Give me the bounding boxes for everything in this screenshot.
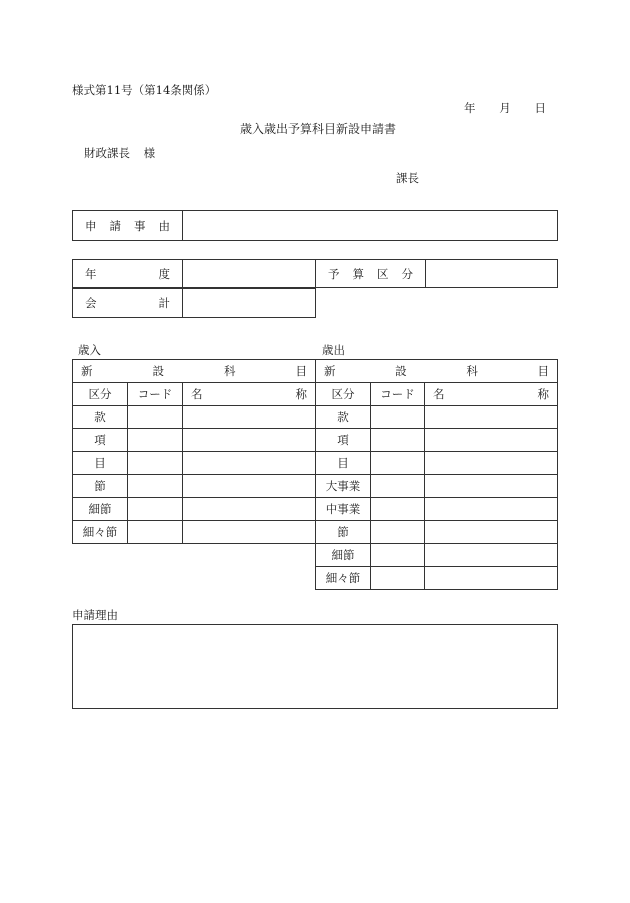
table-row: [73, 521, 316, 544]
table-row: [73, 498, 316, 521]
expenditure-name-cell[interactable]: [425, 521, 558, 544]
expenditure-row-label: 細節: [316, 544, 371, 567]
applicant-title: 課長: [396, 171, 419, 185]
budget-category-value-field[interactable]: [426, 260, 558, 288]
table-row: [73, 406, 316, 429]
expenditure-row-label: 節: [316, 521, 371, 544]
table-row: [316, 544, 558, 567]
table-row: [316, 498, 558, 521]
expenditure-row-label: 大事業: [316, 475, 371, 498]
date-year-label: 年: [464, 101, 476, 115]
expenditure-table: [315, 359, 558, 590]
table-row: [316, 406, 558, 429]
expenditure-name-cell[interactable]: [425, 429, 558, 452]
document-title: 歳入歳出予算科目新設申請書: [240, 122, 397, 136]
table-row: [316, 452, 558, 475]
expenditure-row-label: 款: [316, 406, 371, 429]
budget-category-label: 予 算 区 分: [316, 260, 426, 288]
revenue-row-label: 節: [73, 475, 128, 498]
expenditure-code-cell[interactable]: [371, 475, 425, 498]
revenue-col-code: コード: [128, 383, 183, 406]
expenditure-heading: 歳出: [322, 343, 345, 357]
expenditure-code-cell[interactable]: [371, 452, 425, 475]
date-line: [464, 100, 546, 116]
application-reason-field[interactable]: [72, 624, 558, 709]
expenditure-row-label: 目: [316, 452, 371, 475]
expenditure-code-cell[interactable]: [371, 406, 425, 429]
expenditure-row-label: 項: [316, 429, 371, 452]
expenditure-row-label: 細々節: [316, 567, 371, 590]
table-row: [316, 429, 558, 452]
date-day-label: 日: [534, 101, 546, 115]
expenditure-col-code: コード: [371, 383, 425, 406]
revenue-name-cell[interactable]: [183, 429, 316, 452]
expenditure-row-label: 中事業: [316, 498, 371, 521]
year-label: 年 度: [73, 260, 183, 288]
revenue-row-label: 目: [73, 452, 128, 475]
table-row: [73, 475, 316, 498]
addressee: [84, 145, 155, 161]
expenditure-col-category: 区分: [316, 383, 371, 406]
account-table: [72, 288, 316, 318]
revenue-row-label: 細々節: [73, 521, 128, 544]
revenue-name-cell[interactable]: [183, 475, 316, 498]
revenue-heading: 歳入: [78, 343, 101, 357]
expenditure-name-cell[interactable]: [425, 406, 558, 429]
revenue-code-cell[interactable]: [128, 498, 183, 521]
table-row: [316, 567, 558, 590]
revenue-name-cell[interactable]: [183, 498, 316, 521]
revenue-group-header: 新 設 科 目: [73, 360, 316, 383]
revenue-col-name: 名 称: [183, 383, 316, 406]
date-month-label: 月: [499, 101, 511, 115]
revenue-name-cell[interactable]: [183, 452, 316, 475]
reason-table: [72, 210, 558, 241]
revenue-name-cell[interactable]: [183, 521, 316, 544]
expenditure-code-cell[interactable]: [371, 498, 425, 521]
revenue-code-cell[interactable]: [128, 429, 183, 452]
table-row: [73, 452, 316, 475]
application-reason-label: 申請理由: [72, 608, 118, 622]
revenue-row-label: 細節: [73, 498, 128, 521]
addressee-label: 財政課長: [84, 146, 130, 160]
year-value-field[interactable]: [183, 260, 316, 288]
expenditure-name-cell[interactable]: [425, 567, 558, 590]
expenditure-name-cell[interactable]: [425, 452, 558, 475]
expenditure-code-cell[interactable]: [371, 429, 425, 452]
revenue-code-cell[interactable]: [128, 521, 183, 544]
expenditure-code-cell[interactable]: [371, 567, 425, 590]
revenue-table: [72, 359, 316, 544]
revenue-col-category: 区分: [73, 383, 128, 406]
expenditure-col-name: 名 称: [425, 383, 558, 406]
account-value-field[interactable]: [183, 289, 316, 318]
revenue-code-cell[interactable]: [128, 452, 183, 475]
expenditure-name-cell[interactable]: [425, 498, 558, 521]
expenditure-code-cell[interactable]: [371, 521, 425, 544]
reason-label: 申 請 事 由: [73, 211, 183, 241]
revenue-name-cell[interactable]: [183, 406, 316, 429]
table-row: [73, 429, 316, 452]
reason-value-field[interactable]: [183, 211, 558, 241]
addressee-honorific: 様: [143, 146, 156, 160]
revenue-code-cell[interactable]: [128, 475, 183, 498]
account-label: 会 計: [73, 289, 183, 318]
info-table: [72, 259, 558, 288]
revenue-row-label: 項: [73, 429, 128, 452]
form-number: 様式第11号（第14条関係）: [72, 83, 217, 97]
expenditure-name-cell[interactable]: [425, 475, 558, 498]
expenditure-group-header: 新 設 科 目: [316, 360, 558, 383]
revenue-row-label: 款: [73, 406, 128, 429]
expenditure-name-cell[interactable]: [425, 544, 558, 567]
table-row: [316, 521, 558, 544]
table-row: [316, 475, 558, 498]
expenditure-code-cell[interactable]: [371, 544, 425, 567]
revenue-code-cell[interactable]: [128, 406, 183, 429]
